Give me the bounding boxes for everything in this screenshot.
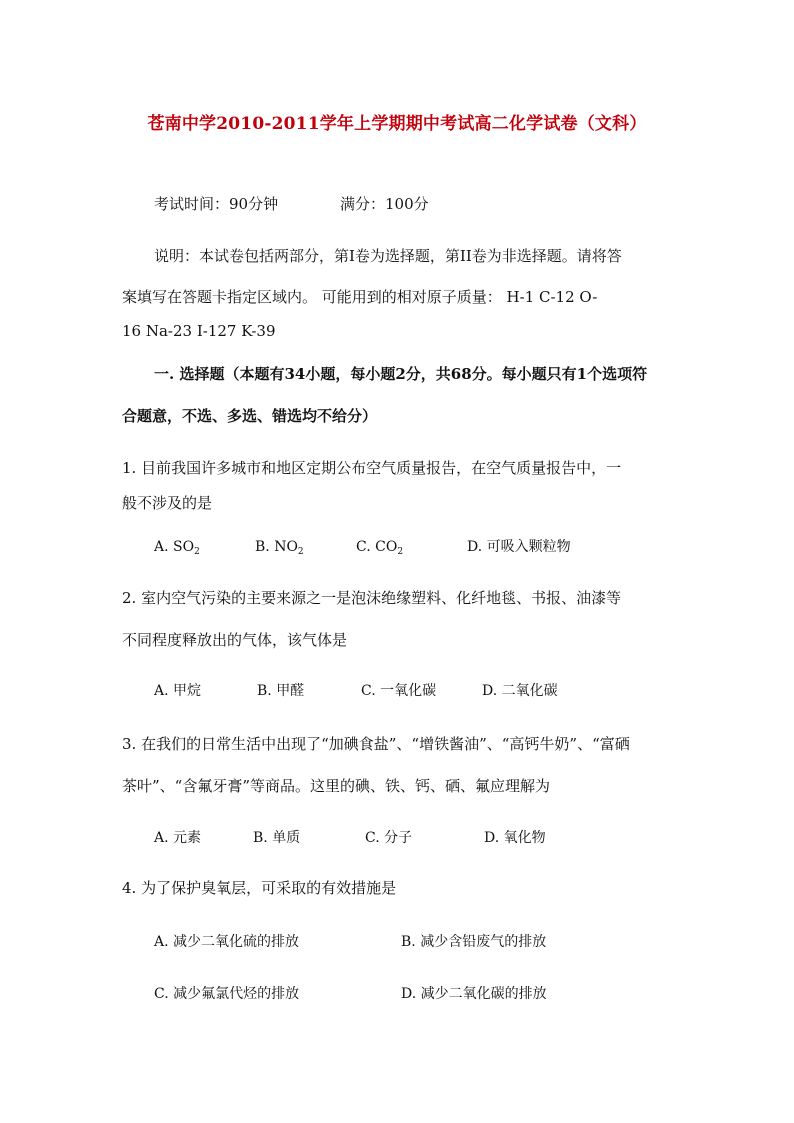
question-2-option-c: C. 一氧化碳 [361,683,437,699]
exam-title: 苍南中学2010-2011学年上学期期中考试高二化学试卷（文科） [147,114,647,134]
question-1-option-a: A. $SO_2$ [154,539,200,557]
question-4-option-a: A. 减少二氧化硫的排放 [154,934,300,950]
question-2-line-2: 不同程度释放出的气体，该气体是 [122,631,348,649]
question-4-option-b: B. 减少含铅废气的排放 [401,934,547,950]
question-2-line-1: 2. 室内空气污染的主要来源之一是泡沫绝缘塑料、化纤地毯、书报、油漆等 [122,589,622,607]
question-1-option-c: C. $CO_2$ [356,539,404,557]
question-3-line-2: 茶叶”、“含氟牙膏”等商品。这里的碘、铁、钙、硒、氟应理解为 [122,777,551,795]
full-score: 满分：100分 [340,195,429,213]
instructions-line-1: 说明：本试卷包括两部分，第I卷为选择题，第II卷为非选择题。请将答 [154,247,622,265]
question-2-option-d: D. 二氧化碳 [482,683,558,699]
section-heading-line-2: 合题意，不选、多选、错选均不给分） [122,407,378,425]
question-2-option-b: B. 甲醛 [257,683,305,699]
question-3-option-a: A. 元素 [154,830,202,846]
question-1-option-d: D. 可吸入颗粒物 [467,539,571,555]
question-1-line-1: 1. 目前我国许多城市和地区定期公布空气质量报告，在空气质量报告中，一 [122,459,622,477]
instructions-line-3: 16 Na-23 I-127 K-39 [122,322,276,340]
question-4-option-c: C. 减少氟氯代烃的排放 [154,986,300,1002]
question-3-option-d: D. 氧化物 [484,830,546,846]
exam-time: 考试时间：90分钟 [154,195,279,213]
question-3-line-1: 3. 在我们的日常生活中出现了“加碘食盐”、“增铁酱油”、“高钙牛奶”、“富硒 [122,735,630,753]
question-2-option-a: A. 甲烷 [154,683,202,699]
question-3-option-b: B. 单质 [253,830,301,846]
section-heading-line-1: 一. 选择题（本题有34小题，每小题2分，共68分。每小题只有1个选项符 [154,365,648,383]
question-1-line-2: 般不涉及的是 [122,494,213,512]
instructions-line-2: 案填写在答题卡指定区域内。 可能用到的相对原子质量： H-1 C-12 O- [122,288,598,306]
question-1-option-b: B. $NO_2$ [255,539,304,557]
question-3-option-c: C. 分子 [365,830,413,846]
question-4-line-1: 4. 为了保护臭氧层，可采取的有效措施是 [122,879,397,897]
question-4-option-d: D. 减少二氧化碳的排放 [401,986,547,1002]
